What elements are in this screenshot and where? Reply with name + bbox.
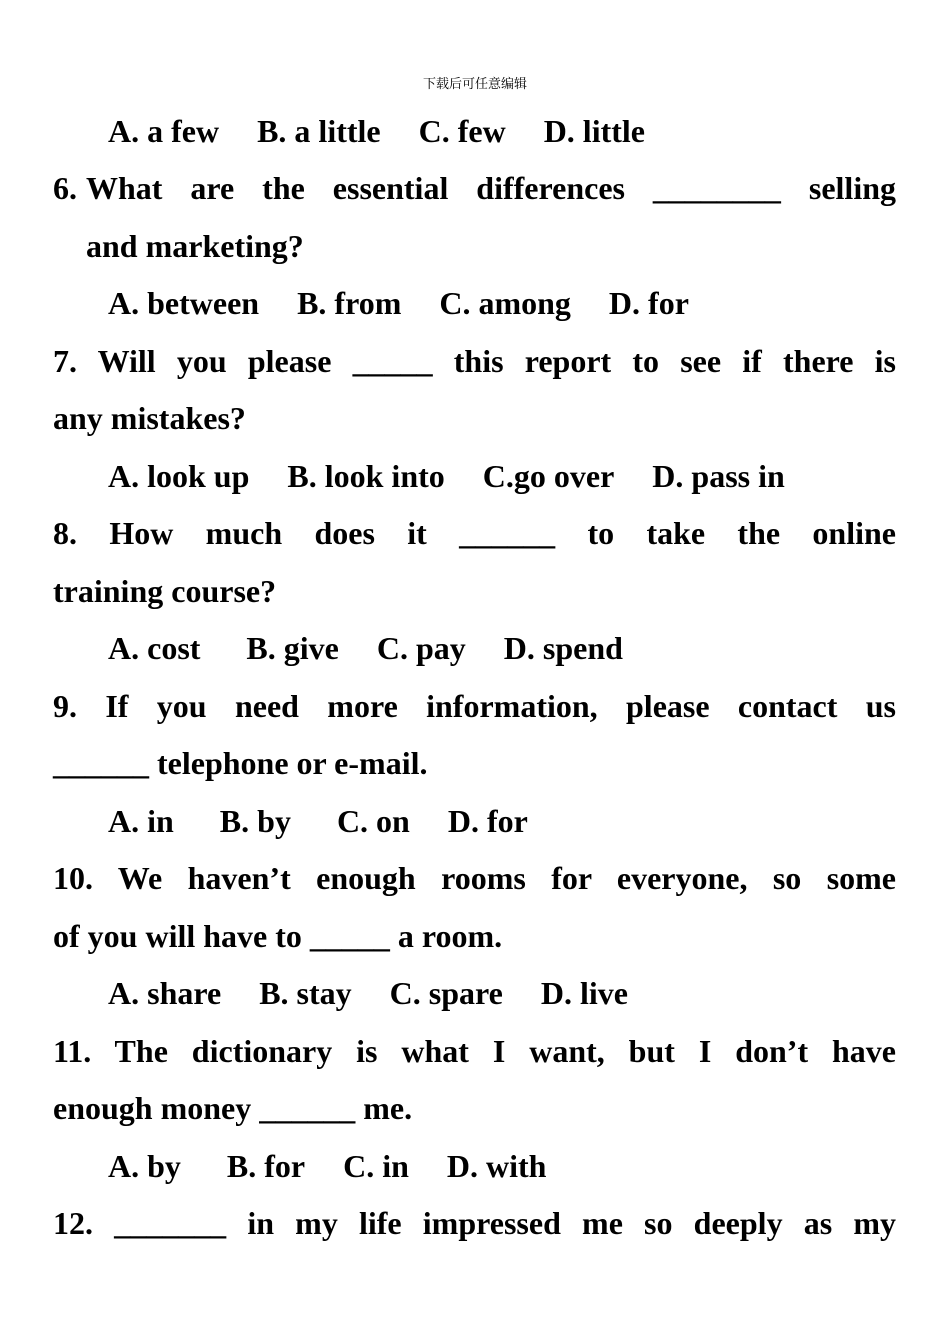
q7-options <box>108 456 896 496</box>
q7-option-c: C.go over <box>482 458 615 494</box>
q11-option-c: C. in <box>343 1148 409 1184</box>
q6-text-1: What are the essential differences ________ selling <box>86 170 896 206</box>
q12-stem-line-1: 12. _______ in my life impressed me so deeply as my <box>53 1205 896 1241</box>
q10-option-d: D. live <box>540 975 628 1011</box>
q7-stem-line-2: any mistakes? <box>53 400 246 436</box>
q11-option-a: A. by <box>108 1148 181 1184</box>
q6-options <box>108 283 896 323</box>
q9-stem-line-1: 9. If you need more information, please contact us <box>53 688 896 724</box>
q11-options <box>108 1146 896 1186</box>
q5-option-c: C. few <box>418 113 506 149</box>
page-header-watermark: 下载后可任意编辑 <box>422 77 527 92</box>
q11-stem-line-2: enough money ______ me. <box>53 1090 413 1126</box>
q5-options <box>108 111 896 151</box>
q9-option-b: B. by <box>219 803 291 839</box>
q10-options <box>108 973 896 1013</box>
q9-option-d: D. for <box>447 803 528 839</box>
q8-stem-line-1: 8. How much does it ______ to take the online <box>53 515 896 551</box>
q5-option-d: D. little <box>543 113 645 149</box>
q11-stem-line-1: 11. The dictionary is what I want, but I don’t have <box>53 1033 896 1069</box>
q10-option-c: C. spare <box>389 975 503 1011</box>
q6-option-d: D. for <box>608 285 689 321</box>
q8-option-c: C. pay <box>376 630 466 666</box>
q6-stem-line-1 <box>53 168 896 208</box>
q6-option-a: A. between <box>108 285 260 321</box>
q8-option-b: B. give <box>246 630 339 666</box>
q10-option-a: A. share <box>108 975 222 1011</box>
q9-stem-line-2: ______ telephone or e-mail. <box>53 745 428 781</box>
q9-option-a: A. in <box>108 803 174 839</box>
q8-options <box>108 628 896 668</box>
q7-option-a: A. look up <box>108 458 250 494</box>
q10-stem-line-1: 10. We haven’t enough rooms for everyone, so some <box>53 860 896 896</box>
q6-number: 6. <box>53 170 77 206</box>
q5-option-a: A. a few <box>108 113 220 149</box>
q8-stem-line-2: training course? <box>53 573 277 609</box>
q6-option-c: C. among <box>439 285 571 321</box>
q8-option-a: A. cost <box>108 630 201 666</box>
q9-options <box>108 801 896 841</box>
q10-stem-line-2: of you will have to _____ a room. <box>53 918 503 954</box>
q11-option-b: B. for <box>226 1148 306 1184</box>
q7-option-d: D. pass in <box>652 458 785 494</box>
q6-option-b: B. from <box>297 285 402 321</box>
q11-option-d: D. with <box>446 1148 547 1184</box>
q8-option-d: D. spend <box>503 630 623 666</box>
q6-stem-line-2: and marketing? <box>86 228 304 264</box>
q5-option-b: B. a little <box>257 113 381 149</box>
q9-option-c: C. on <box>336 803 410 839</box>
q7-stem-line-1: 7. Will you please _____ this report to see if there is <box>53 343 896 379</box>
q10-option-b: B. stay <box>259 975 352 1011</box>
q7-option-b: B. look into <box>287 458 445 494</box>
